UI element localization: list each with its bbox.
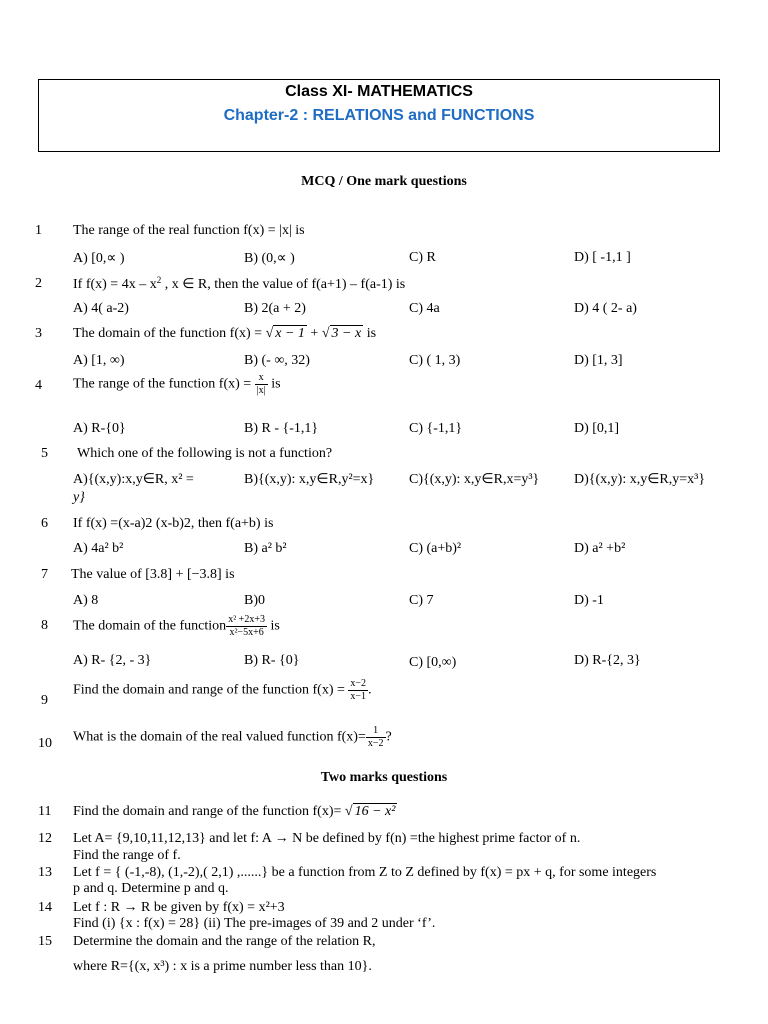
question-text-line-2: p and q. Determine p and q.	[73, 881, 229, 896]
question-text-line-1: Determine the domain and the range of the relation R,	[73, 934, 376, 949]
text-part: Find the domain and range of the function f(x) =	[73, 682, 349, 698]
fraction-numerator: x	[255, 372, 268, 385]
question-text-line-1: Let f : R → R be given by f(x) = x²+3	[73, 900, 285, 915]
option-c: C){(x,y): x,y∈R,x=y³}	[409, 472, 540, 487]
option-a-continued: y}	[73, 490, 85, 505]
text-part: +	[306, 326, 322, 341]
option-d: D) -1	[574, 593, 604, 608]
question-number: 12	[38, 831, 52, 846]
fraction	[366, 725, 386, 750]
text-part: Find the domain and range of the function f(x)=	[73, 804, 345, 819]
option-b: B)0	[244, 593, 265, 608]
option-d: D) [1, 3]	[574, 353, 623, 368]
text-part: , x ∈ R, then the value of f(a+1) – f(a-1) is	[161, 277, 406, 292]
radical-expression: 3 − x	[331, 326, 362, 341]
text-part: .	[368, 682, 372, 698]
page-title: Class XI- MATHEMATICS	[285, 83, 473, 100]
option-a: A) 4a² b²	[73, 541, 124, 556]
text-part: ?	[385, 729, 392, 745]
option-a: A) R-{0}	[73, 421, 126, 436]
section-heading-mcq: MCQ / One mark questions	[301, 174, 467, 189]
question-text-line-1: Let A= {9,10,11,12,13} and let f: A → N be defined by f(n) =the highest prime factor of n.	[73, 831, 581, 846]
option-d: D) [0,1]	[574, 421, 620, 436]
option-c: C) {-1,1}	[409, 421, 463, 436]
fraction-numerator: 1	[366, 725, 386, 738]
question-text: Find the domain and range of the function f(x)= √ 16 − x²	[73, 804, 396, 819]
text-part: What is the domain of the real valued function f(x)=	[73, 729, 366, 745]
question-number: 13	[38, 865, 52, 880]
question-text-line-2: Find the range of f.	[73, 848, 181, 863]
radical-expression: x − 1	[275, 326, 305, 341]
question-number: 11	[38, 804, 52, 819]
option-a: A) [0,∝ )	[73, 251, 125, 266]
question-number: 1	[35, 223, 42, 238]
option-c: C) [0,∞)	[409, 655, 457, 670]
question-number: 3	[35, 326, 42, 341]
text-part: is	[267, 376, 281, 392]
question-text	[73, 276, 405, 293]
question-number: 9	[41, 693, 48, 708]
question-number: 5	[41, 446, 48, 461]
question-text	[73, 678, 372, 703]
question-text: If f(x) =(x-a)2 (x-b)2, then f(a+b) is	[73, 516, 274, 531]
question-text: The range of the real function f(x) = |x| is	[73, 223, 305, 238]
question-number: 7	[41, 567, 48, 582]
option-d: D) 4 ( 2- a)	[574, 301, 637, 316]
text-part: is	[266, 618, 280, 634]
fraction-numerator: x² +2x+3	[228, 614, 265, 625]
question-number: 8	[41, 618, 48, 633]
option-c: C) 7	[409, 593, 434, 608]
fraction	[348, 678, 368, 703]
text-part: is	[363, 326, 377, 341]
option-c: C) (a+b)²	[409, 541, 462, 556]
question-number: 2	[35, 276, 42, 291]
text-part: The range of the function f(x) =	[73, 376, 255, 392]
question-text: The value of [3.8] + [−3.8] is	[71, 567, 235, 582]
option-d: D) [ -1,1 ]	[574, 250, 631, 265]
chapter-subtitle: Chapter-2 : RELATIONS and FUNCTIONS	[223, 107, 535, 124]
question-text-line-1: Let f = { (-1,-8), (1,-2),( 2,1) ,......} be a function from Z to Z defined by f(x) = px + q, for some integers	[73, 865, 657, 880]
option-b: B) R - {-1,1}	[244, 421, 319, 436]
option-d: D) R-{2, 3}	[574, 653, 641, 668]
fraction-denominator: x²−5x+6	[229, 627, 264, 638]
fraction	[255, 372, 268, 397]
question-text	[73, 372, 281, 397]
option-c: C) 4a	[409, 301, 440, 316]
option-a: A) [1, ∞)	[73, 353, 125, 368]
question-text-line-2: where R={(x, x³) : x is a prime number less than 10}.	[73, 959, 372, 974]
question-number: 15	[38, 934, 52, 949]
fraction-denominator: |x|	[256, 385, 266, 396]
option-c: C) ( 1, 3)	[409, 353, 461, 368]
option-b: B) (0,∝ )	[244, 251, 295, 266]
fraction-denominator: x−1	[350, 691, 367, 702]
option-b: B) a² b²	[244, 541, 287, 556]
text-part: If f(x) = 4x – x	[73, 277, 157, 292]
header-box	[38, 79, 720, 152]
text-part: The domain of the function f(x) =	[73, 326, 266, 341]
option-b: B) (- ∞, 32)	[244, 353, 310, 368]
option-c: C) R	[409, 250, 436, 265]
option-b: B) R- {0}	[244, 653, 300, 668]
question-text	[73, 725, 392, 750]
question-number: 6	[41, 516, 48, 531]
option-d: D){(x,y): x,y∈R,y=x³}	[574, 472, 706, 487]
question-number: 10	[38, 736, 52, 751]
option-b: B) 2(a + 2)	[244, 301, 306, 316]
section-heading-two-marks: Two marks questions	[320, 770, 448, 785]
radical-expression: 16 − x²	[354, 804, 396, 819]
fraction-numerator: x−2	[350, 678, 367, 689]
superscript: 2	[156, 275, 162, 285]
option-d: D) a² +b²	[574, 541, 626, 556]
option-a: A) 8	[73, 593, 99, 608]
fraction	[226, 614, 267, 639]
question-text-line-2: Find (i) {x : f(x) = 28} (ii) The pre-images of 39 and 2 under ‘f’.	[73, 916, 436, 931]
question-number: 4	[35, 378, 42, 393]
option-a: A) 4( a-2)	[73, 301, 129, 316]
question-text: The domain of the function f(x) = √ x − 1 + √ 3 − x is	[73, 326, 377, 341]
option-a: A){(x,y):x,y∈R, x² =	[73, 472, 194, 487]
question-number: 14	[38, 900, 52, 915]
option-a: A) R- {2, - 3}	[73, 653, 152, 668]
question-text: Which one of the following is not a function?	[77, 446, 333, 461]
option-b: B){(x,y): x,y∈R,y²=x}	[244, 472, 375, 487]
fraction-denominator: x−2	[367, 738, 384, 749]
text-part: The domain of the function	[73, 618, 227, 634]
question-text	[73, 614, 280, 639]
